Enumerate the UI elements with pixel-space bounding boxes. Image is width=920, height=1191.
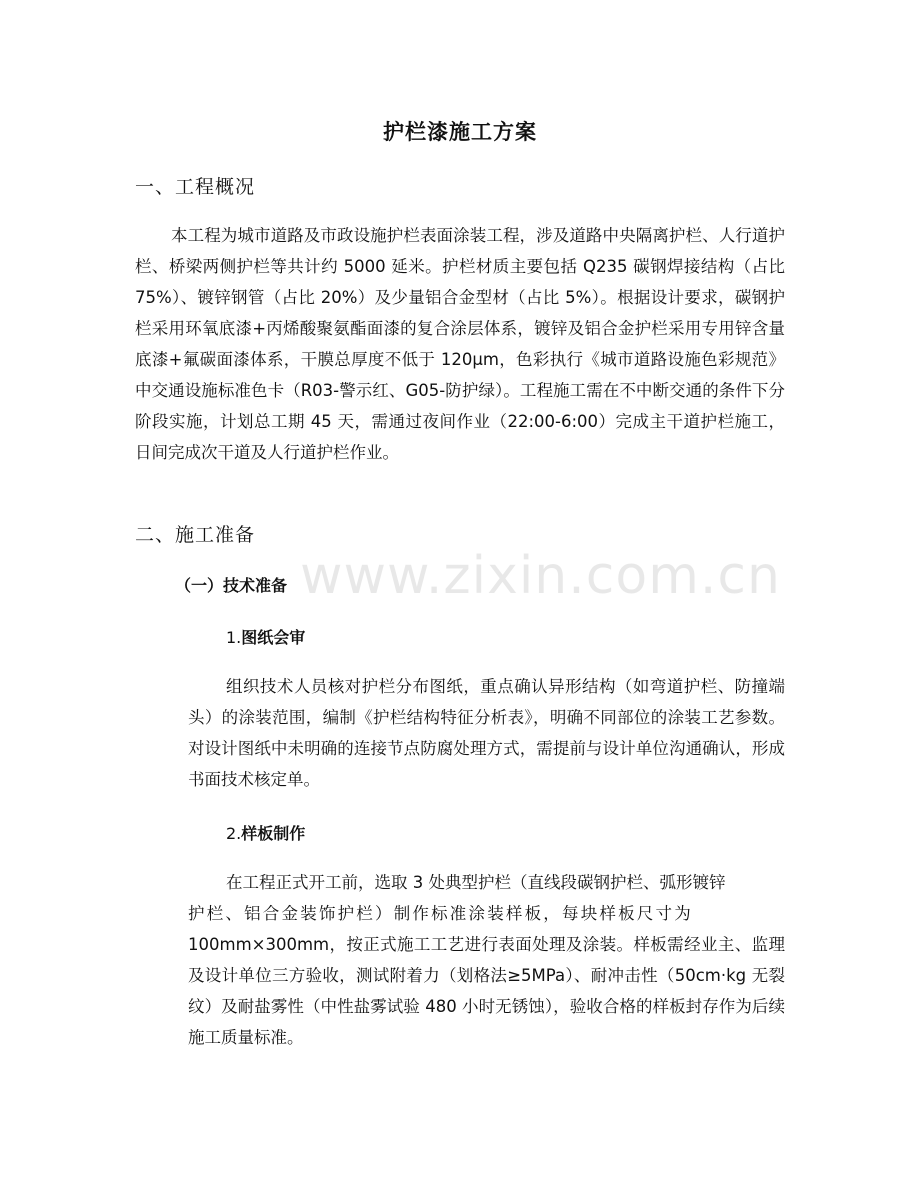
overview-paragraph: 本工程为城市道路及市政设施护栏表面涂装工程，涉及道路中央隔离护栏、人行道护栏、桥梁两侧护栏等共计约 5000 延米。护栏材质主要包括 Q235 碳钢焊接结构（占比 75%）、镀锌钢管（占比 20%）及少量铝合金型材（占比 5%）。根据设计要求，碳钢护栏采用环氧底漆+丙烯酸聚氨酯面漆的复合涂层体系，镀锌及铝合金护栏采用专用锌含量底漆+氟碳面漆体系，干膜总厚度不低于 120μm，色彩执行《城市道路设施色彩规范》中交通设施标准色卡（R03-警示红、G05-防护绿）。工程施工需在不中断交通的条件下分阶段实施，计划总工期 45 天，需通过夜间作业（22:00-6:00）完成主干道护栏施工，日间完成次干道及人行道护栏作业。 xyxy=(135,226,785,462)
watermark: www.zixin.com.cn xyxy=(300,546,781,606)
item-title: 图纸会审 xyxy=(241,628,306,647)
sample-panel-paragraph xyxy=(188,867,785,1053)
sample-panel-line-1: 在工程正式开工前，选取 3 处典型护栏（直线段碳钢护栏、弧形镀锌 xyxy=(226,873,726,892)
subsection-heading-technical: （一）技术准备 xyxy=(175,576,288,595)
item-heading-drawing-review xyxy=(226,625,305,648)
item-number: 2. xyxy=(226,824,242,843)
document-title: 护栏漆施工方案 xyxy=(383,120,537,144)
item-heading-sample-panel xyxy=(226,821,305,844)
sample-panel-rest: 100mm×300mm，按正式施工工艺进行表面处理及涂装。样板需经业主、监理及设计单位三方验收，测试附着力（划格法≥5MPa）、耐冲击性（50cm·kg 无裂纹）及耐盐雾性（中性盐雾试验 480 小时无锈蚀），验收合格的样板封存作为后续施工质量标准。 xyxy=(188,935,785,1047)
sample-panel-line-2: 护栏、铝合金装饰护栏）制作标准涂装样板，每块样板尺寸为 xyxy=(188,904,693,923)
section-heading-overview: 一、工程概况 xyxy=(135,176,256,198)
item-number: 1. xyxy=(226,628,242,647)
item-title: 样板制作 xyxy=(241,824,306,843)
section-heading-preparation: 二、施工准备 xyxy=(135,524,256,546)
drawing-review-paragraph: 组织技术人员核对护栏分布图纸，重点确认异形结构（如弯道护栏、防撞端头）的涂装范围，编制《护栏结构特征分析表》，明确不同部位的涂装工艺参数。对设计图纸中未明确的连接节点防腐处理方式，需提前与设计单位沟通确认，形成书面技术核定单。 xyxy=(188,677,785,789)
